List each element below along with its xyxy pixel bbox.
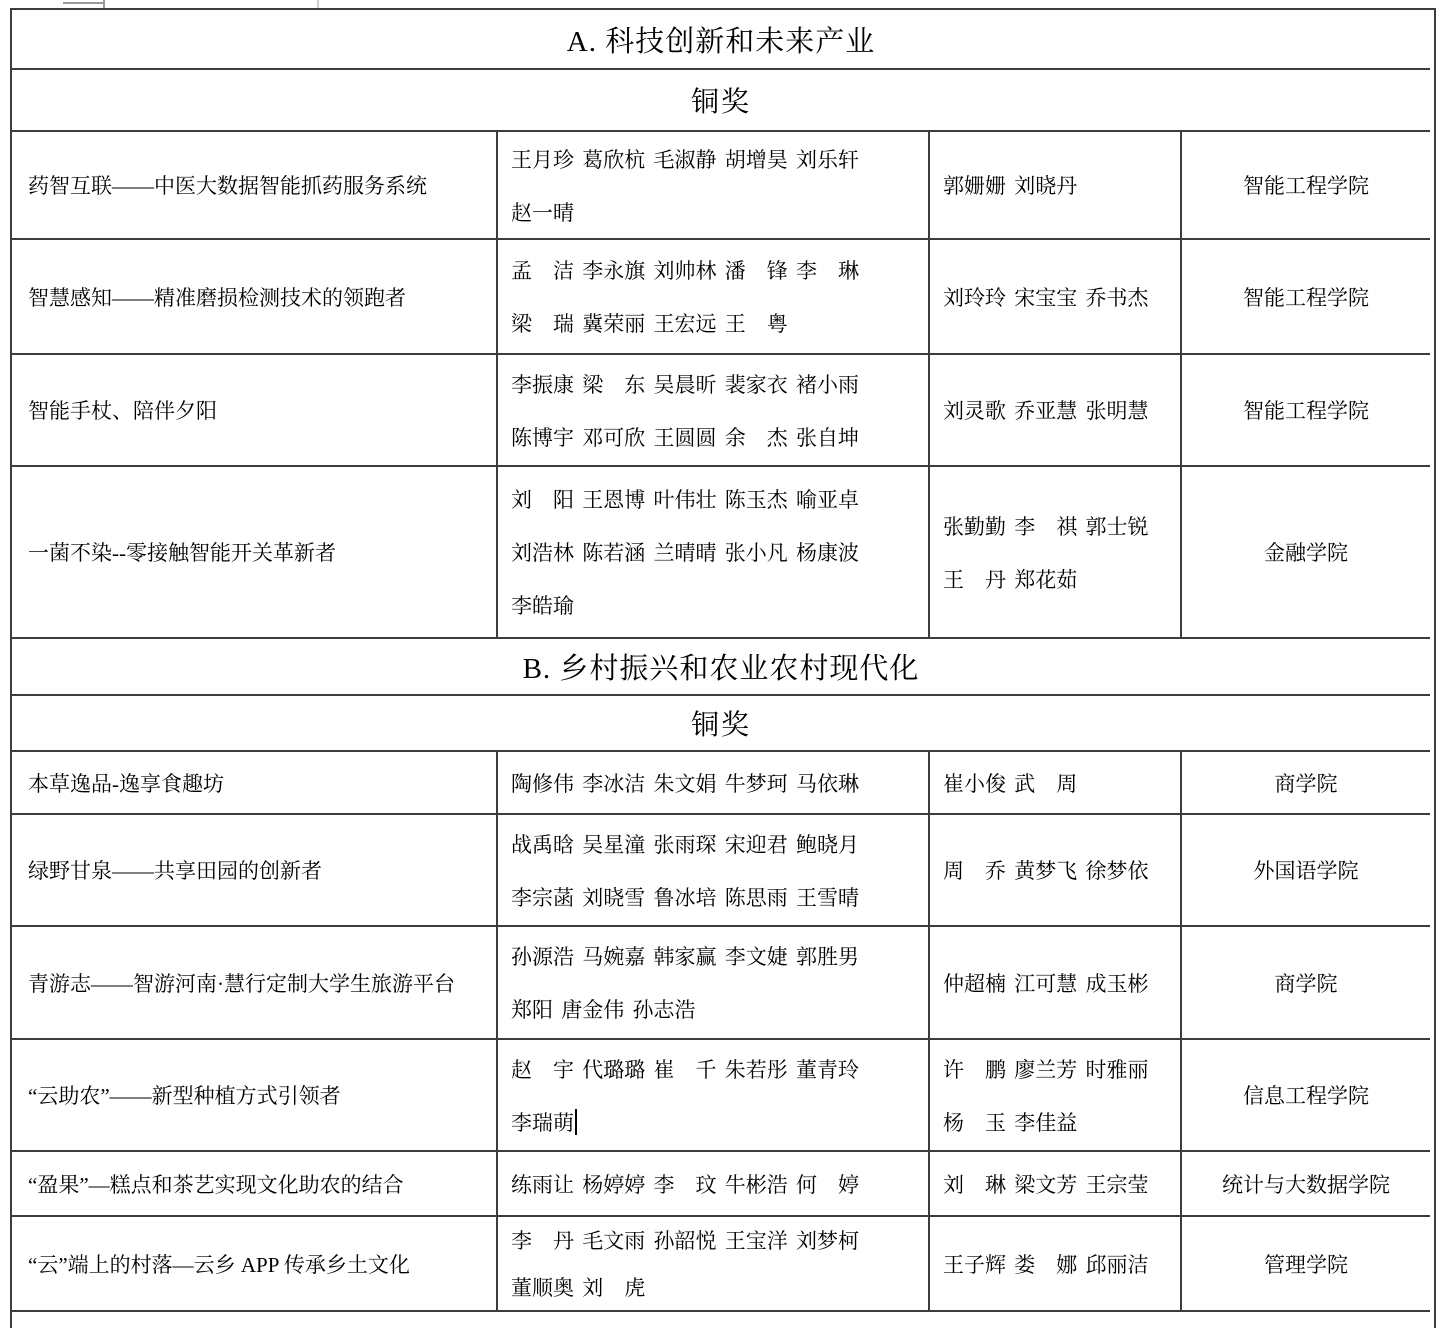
advisors-cell[interactable] bbox=[930, 1217, 1182, 1312]
advisors-cell[interactable] bbox=[930, 752, 1182, 815]
college-name: 智能工程学院 bbox=[1243, 285, 1369, 310]
college-cell[interactable] bbox=[1182, 815, 1430, 927]
section-a-award-level[interactable] bbox=[12, 70, 1430, 132]
member-line: 李 丹 毛文雨 孙韶悦 王宝洋 刘梦柯 bbox=[511, 1229, 859, 1254]
team-members-cell[interactable] bbox=[498, 240, 930, 355]
team-members-cell[interactable] bbox=[498, 1040, 930, 1152]
member-line: 孙源浩 马婉嘉 韩家赢 李文婕 郭胜男 bbox=[511, 945, 859, 969]
advisors-cell[interactable] bbox=[930, 240, 1182, 355]
college-cell[interactable] bbox=[1182, 752, 1430, 815]
advisors-cell[interactable] bbox=[930, 467, 1182, 639]
advisor-line: 刘 琳 梁文芳 王宗莹 bbox=[943, 1172, 1149, 1197]
member-line: 战禹晗 吴星潼 张雨琛 宋迎君 鲍晓月 bbox=[511, 832, 859, 857]
advisors-cell[interactable] bbox=[930, 1040, 1182, 1152]
project-name-cell[interactable] bbox=[12, 1040, 498, 1152]
project-name: 药智互联——中医大数据智能抓药服务系统 bbox=[28, 174, 427, 198]
college-name: 商学院 bbox=[1274, 971, 1338, 996]
member-line: 李宗菡 刘晓雪 鲁冰培 陈思雨 王雪晴 bbox=[511, 885, 859, 910]
college-name: 外国语学院 bbox=[1253, 859, 1359, 883]
member-line: 陶修伟 李冰洁 朱文娟 牛梦珂 马依琳 bbox=[511, 771, 859, 796]
project-name-cell[interactable] bbox=[12, 927, 498, 1040]
member-line: 孟 洁 李永旗 刘帅林 潘 锋 李 琳 bbox=[511, 259, 859, 283]
project-name: “云”端上的村落—云乡 APP 传承乡土文化 bbox=[28, 1252, 410, 1277]
college-name: 商学院 bbox=[1274, 771, 1338, 796]
college-name: 信息工程学院 bbox=[1243, 1084, 1369, 1108]
college-name: 金融学院 bbox=[1264, 541, 1348, 565]
member-line: 练雨让 杨婷婷 李 玟 牛彬浩 何 婷 bbox=[511, 1172, 859, 1197]
member-line: 李振康 梁 东 吴晨昕 裴家衣 褚小雨 bbox=[511, 372, 859, 397]
team-members-cell[interactable] bbox=[498, 1217, 930, 1312]
project-name-cell[interactable] bbox=[12, 240, 498, 355]
member-line: 陈博宇 邓可欣 王圆圆 余 杰 张自坤 bbox=[511, 425, 859, 450]
college-name: 智能工程学院 bbox=[1243, 399, 1369, 423]
award-level-label: 铜奖 bbox=[690, 710, 751, 741]
project-name-cell[interactable] bbox=[12, 815, 498, 927]
section-b-award-level[interactable] bbox=[12, 696, 1430, 752]
section-a-title: A. 科技创新和未来产业 bbox=[566, 25, 876, 58]
advisors-cell[interactable] bbox=[930, 132, 1182, 240]
college-cell[interactable] bbox=[1182, 1040, 1430, 1152]
advisors-cell[interactable] bbox=[930, 1152, 1182, 1217]
advisor-line: 杨 玉 李佳益 bbox=[943, 1110, 1078, 1135]
advisor-line: 刘灵歌 乔亚慧 张明慧 bbox=[943, 399, 1149, 423]
award-level-label: 铜奖 bbox=[690, 87, 751, 118]
advisors-cell[interactable] bbox=[930, 355, 1182, 467]
advisor-line: 许 鹏 廖兰芳 时雅丽 bbox=[943, 1057, 1149, 1082]
project-name: 智慧感知——精准磨损检测技术的领跑者 bbox=[28, 285, 406, 310]
member-line: 刘 阳 王恩博 叶伟壮 陈玉杰 喻亚卓 bbox=[511, 488, 859, 512]
project-name-cell[interactable] bbox=[12, 355, 498, 467]
member-line: 赵 宇 代璐璐 崔 千 朱若彤 董青玲 bbox=[511, 1057, 859, 1082]
text-cursor bbox=[575, 1109, 577, 1135]
next-row-partial bbox=[12, 1312, 1430, 1328]
college-name: 统计与大数据学院 bbox=[1222, 1172, 1390, 1197]
member-line: 刘浩林 陈若涵 兰晴晴 张小凡 杨康波 bbox=[511, 541, 859, 565]
team-members-cell[interactable] bbox=[498, 815, 930, 927]
member-line: 董顺奥 刘 虎 bbox=[511, 1275, 646, 1300]
advisor-line: 仲超楠 江可慧 成玉彬 bbox=[943, 971, 1149, 996]
college-name: 管理学院 bbox=[1264, 1252, 1348, 1277]
advisor-line: 周 乔 黄梦飞 徐梦依 bbox=[943, 859, 1149, 883]
award-table bbox=[10, 8, 1436, 1328]
advisor-line: 郭姗姗 刘晓丹 bbox=[943, 174, 1078, 198]
college-cell[interactable] bbox=[1182, 240, 1430, 355]
project-name-cell[interactable] bbox=[12, 467, 498, 639]
college-cell[interactable] bbox=[1182, 132, 1430, 240]
college-cell[interactable] bbox=[1182, 1217, 1430, 1312]
advisor-line: 崔小俊 武 周 bbox=[943, 771, 1078, 796]
team-members-cell[interactable] bbox=[498, 132, 930, 240]
advisors-cell[interactable] bbox=[930, 927, 1182, 1040]
project-name: 一菌不染--零接触智能开关革新者 bbox=[28, 541, 336, 565]
table-border-fragment bbox=[63, 2, 105, 4]
member-line: 梁 瑞 冀荣丽 王宏远 王 粤 bbox=[511, 312, 788, 336]
college-cell[interactable] bbox=[1182, 467, 1430, 639]
section-a-header[interactable] bbox=[12, 10, 1430, 70]
team-members-cell[interactable] bbox=[498, 1152, 930, 1217]
college-name: 智能工程学院 bbox=[1243, 174, 1369, 198]
team-members-cell[interactable] bbox=[498, 927, 930, 1040]
section-b-header[interactable] bbox=[12, 639, 1430, 696]
member-line: 赵一晴 bbox=[511, 200, 574, 225]
table-border-fragment bbox=[317, 0, 319, 8]
college-cell[interactable] bbox=[1182, 1152, 1430, 1217]
advisor-line: 王子辉 娄 娜 邱丽洁 bbox=[943, 1252, 1149, 1277]
project-name-cell[interactable] bbox=[12, 752, 498, 815]
section-b-title: B. 乡村振兴和农业农村现代化 bbox=[522, 653, 920, 685]
project-name: “盈果”—糕点和茶艺实现文化助农的结合 bbox=[28, 1172, 404, 1197]
college-cell[interactable] bbox=[1182, 927, 1430, 1040]
advisor-line: 张勤勤 李 祺 郭士锐 bbox=[943, 514, 1149, 539]
project-name-cell[interactable] bbox=[12, 132, 498, 240]
member-line: 王月珍 葛欣杭 毛淑静 胡增昊 刘乐轩 bbox=[511, 147, 859, 172]
college-cell[interactable] bbox=[1182, 355, 1430, 467]
member-line: 李皓瑜 bbox=[511, 594, 574, 618]
advisor-line: 刘玲玲 宋宝宝 乔书杰 bbox=[943, 285, 1149, 310]
team-members-cell[interactable] bbox=[498, 355, 930, 467]
project-name: 绿野甘泉——共享田园的创新者 bbox=[28, 859, 322, 883]
advisors-cell[interactable] bbox=[930, 815, 1182, 927]
project-name: 青游志——智游河南·慧行定制大学生旅游平台 bbox=[28, 971, 455, 996]
member-line-text: 李瑞萌 bbox=[511, 1110, 574, 1135]
member-line bbox=[511, 1095, 928, 1148]
project-name: “云助农”——新型种植方式引领者 bbox=[28, 1084, 341, 1108]
project-name-cell[interactable] bbox=[12, 1217, 498, 1312]
team-members-cell[interactable] bbox=[498, 467, 930, 639]
table-border-fragment bbox=[103, 0, 105, 8]
project-name-cell[interactable] bbox=[12, 1152, 498, 1217]
team-members-cell[interactable] bbox=[498, 752, 930, 815]
advisor-line: 王 丹 郑花茹 bbox=[943, 567, 1078, 592]
project-name: 智能手杖、陪伴夕阳 bbox=[28, 399, 217, 423]
member-line: 郑阳 唐金伟 孙志浩 bbox=[511, 998, 696, 1022]
project-name: 本草逸品-逸享食趣坊 bbox=[28, 771, 224, 796]
